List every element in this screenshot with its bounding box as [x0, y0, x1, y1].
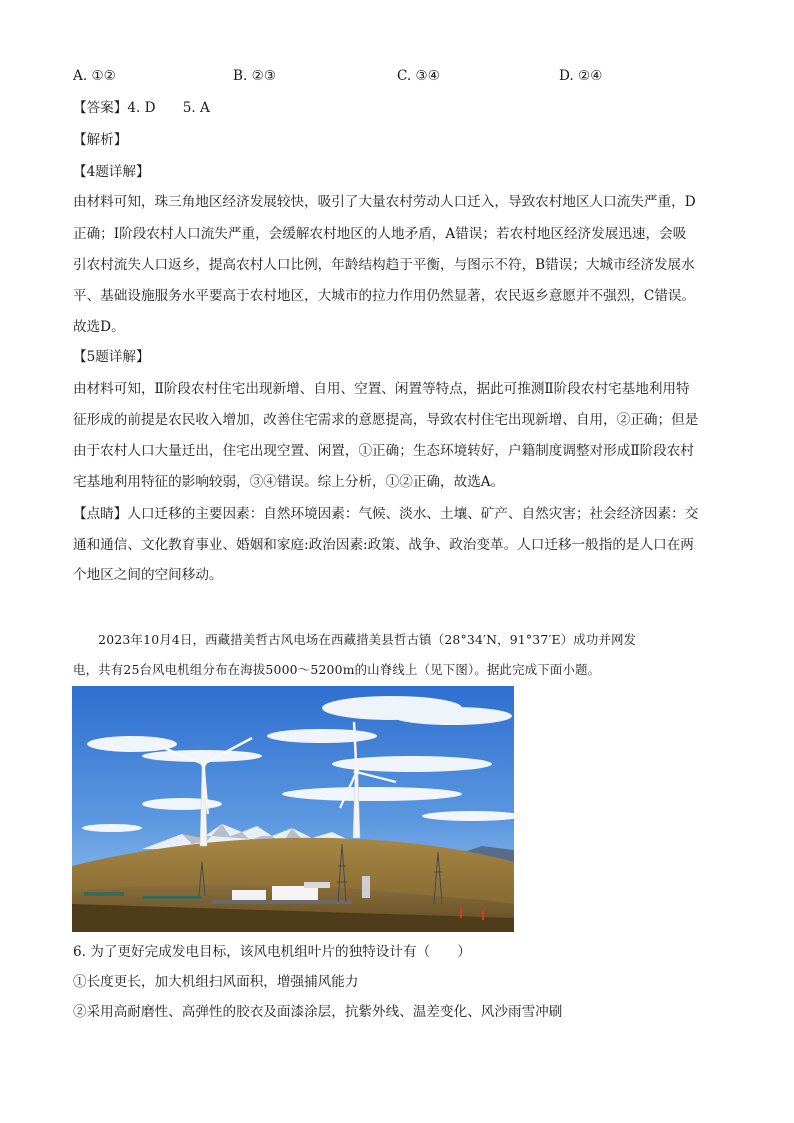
analysis-label: 【解析】: [73, 132, 128, 148]
tip-label: 【点睛】: [73, 506, 128, 522]
q5-header: 【5题详解】: [73, 349, 150, 365]
q4-header: 【4题详解】: [73, 164, 150, 180]
tip-text: 人口迁移的主要因素：自然环境因素：气候、淡水、土壤、矿产、自然灾害；社会经济因素：交: [127, 506, 699, 522]
option-d: D. ②④: [559, 68, 603, 84]
tip-line: 通和通信、文化教育事业、婚姻和家庭:政治因素:政策、战争、政治变革。人口迁移一般指的是人口在两: [73, 537, 694, 553]
option-a: A. ①②: [73, 68, 116, 84]
q6-stem: 6. 为了更好完成发电目标，该风电机组叶片的独特设计有（ ）: [73, 944, 471, 960]
q5-line: 由材料可知，Ⅱ阶段农村住宅出现新增、自用、空置、闲置等特点，据此可推测Ⅱ阶段农村宅基地利用特: [73, 381, 690, 397]
q4-line: 由材料可知，珠三角地区经济发展较快，吸引了大量农村劳动人口迁入，导致农村地区人口流失严重，D: [73, 194, 696, 210]
answer-text: 4. D 5. A: [127, 100, 210, 116]
q5-line: 宅基地利用特征的影响较弱，③④错误。综上分析，①②正确，故选A。: [73, 474, 505, 490]
tip-line: 个地区之间的空间移动。: [73, 567, 223, 583]
option-c: C. ③④: [397, 68, 440, 84]
q5-line: 由于农村人口大量迁出，住宅出现空置、闲置，①正确；生态环境转好，户籍制度调整对形成Ⅱ阶段农村: [73, 443, 694, 459]
q4-line: 引农村流失人口返乡，提高农村人口比例，年龄结构趋于平衡，与图示不符，B错误；大城市经济发展水: [73, 257, 695, 273]
answer-label: 【答案】: [73, 100, 128, 116]
intro-line: 2023年10月4日，西藏措美哲古风电场在西藏措美县哲古镇（28°34′N，91°37′E）成功并网发: [73, 632, 637, 647]
intro-line: 电，共有25台风电机组分布在海拔5000～5200m的山脊线上（见下图）。据此完成下面小题。: [73, 662, 601, 677]
q6-item-2: ②采用高耐磨性、高弹性的胶衣及面漆涂层，抗紫外线、温差变化、风沙雨雪冲刷: [73, 1004, 563, 1020]
q6-item-1: ①长度更长，加大机组扫风面积，增强捕风能力: [73, 974, 359, 990]
option-b: B. ②③: [233, 68, 277, 84]
answer-line: [73, 100, 722, 117]
q4-line: 平、基础设施服务水平要高于农村地区，大城市的拉力作用仍然显著，农民返乡意愿并不强烈，C错误。: [73, 288, 696, 304]
q4-line: 故选D。: [73, 319, 125, 335]
wind-farm-photo: [72, 686, 514, 932]
q5-line: 征形成的前提是农民收入增加，改善住宅需求的意愿提高，导致农村住宅出现新增、自用，②正确；但是: [73, 412, 699, 428]
q4-line: 正确；Ⅰ阶段农村人口流失严重，会缓解农村地区的人地矛盾，A错误；若农村地区经济发展迅速，会吸: [73, 226, 687, 242]
tip-line: [73, 506, 722, 523]
